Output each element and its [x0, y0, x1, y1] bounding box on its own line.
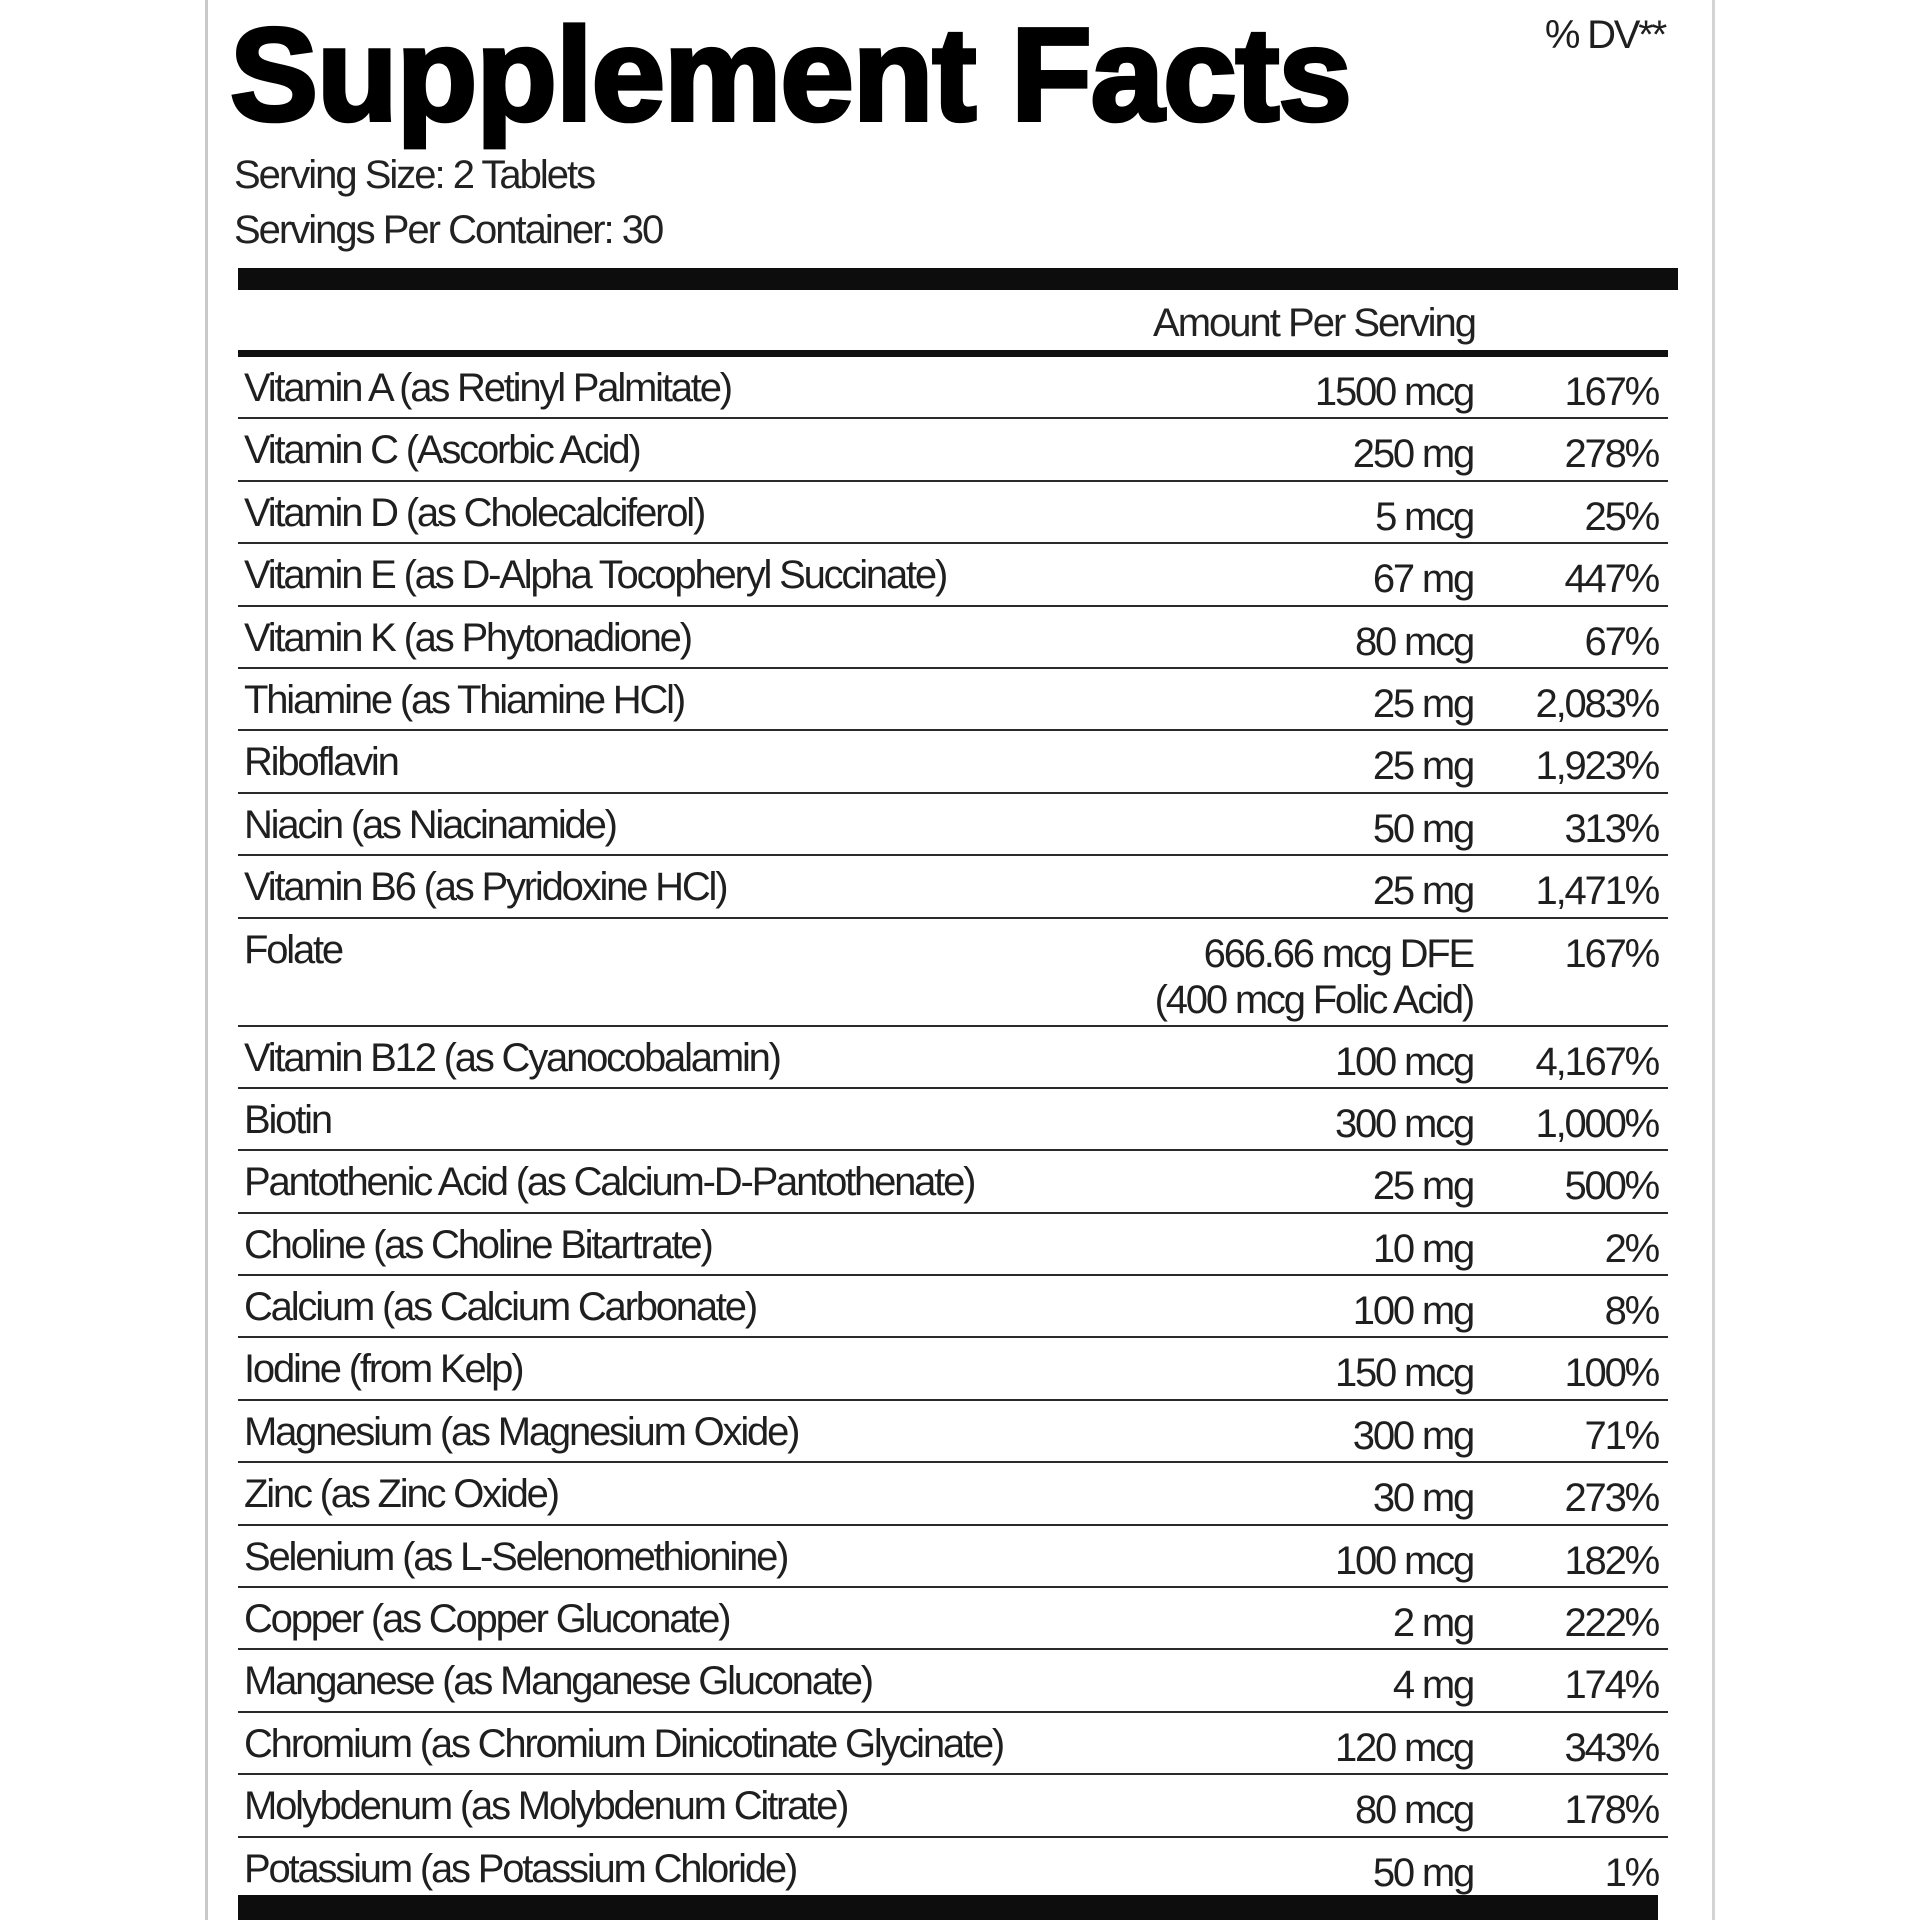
- nutrient-name: Zinc (as Zinc Oxide): [244, 1472, 558, 1517]
- table-row: [238, 1027, 1668, 1089]
- label-right-edge: [1712, 0, 1715, 1920]
- nutrient-name: Riboflavin: [244, 740, 398, 785]
- table-row: [238, 1526, 1668, 1588]
- nutrient-amount: 2 mg: [1392, 1601, 1473, 1646]
- nutrient-name: Vitamin B6 (as Pyridoxine HCl): [244, 865, 727, 910]
- nutrient-name: Vitamin B12 (as Cyanocobalamin): [244, 1035, 780, 1080]
- nutrient-name: Manganese (as Manganese Gluconate): [244, 1659, 872, 1704]
- nutrient-dv: 343%: [1564, 1725, 1658, 1770]
- nutrient-name: Vitamin K (as Phytonadione): [244, 615, 691, 660]
- table-row: [238, 544, 1668, 606]
- nutrient-amount: 100 mcg: [1334, 1039, 1473, 1084]
- table-row: [238, 856, 1668, 918]
- nutrient-dv: 167%: [1564, 931, 1658, 976]
- table-row: [238, 419, 1668, 481]
- table-row: [238, 482, 1668, 544]
- dv-column-header: % DV**: [1544, 13, 1665, 57]
- thick-divider: [238, 268, 1678, 290]
- nutrient-amount: 5 mcg: [1375, 494, 1473, 539]
- nutrient-dv: 25%: [1584, 494, 1658, 539]
- nutrient-dv: 4,167%: [1535, 1039, 1658, 1084]
- nutrient-name: Potassium (as Potassium Chloride): [244, 1846, 797, 1891]
- nutrient-dv: 100%: [1564, 1351, 1658, 1396]
- nutrient-name: Copper (as Copper Gluconate): [244, 1597, 730, 1642]
- amount-column-header: Amount Per Serving: [1153, 301, 1475, 345]
- table-row: [238, 1151, 1668, 1213]
- nutrient-dv: 273%: [1564, 1476, 1658, 1521]
- table-row: [238, 1214, 1668, 1276]
- nutrient-amount: 4 mg: [1392, 1663, 1473, 1708]
- nutrient-name: Niacin (as Niacinamide): [244, 802, 616, 847]
- nutrient-dv: 500%: [1564, 1164, 1658, 1209]
- nutrient-name: Choline (as Choline Bitartrate): [244, 1222, 712, 1267]
- table-row: [238, 919, 1668, 1027]
- nutrient-dv: 313%: [1564, 806, 1658, 851]
- nutrient-amount-folic-acid: (400 mcg Folic Acid): [1154, 977, 1473, 1022]
- nutrient-amount: 30 mg: [1372, 1476, 1473, 1521]
- table-row: [238, 1838, 1668, 1900]
- nutrient-name: Vitamin D (as Cholecalciferol): [244, 490, 705, 535]
- label-left-edge: [205, 0, 208, 1920]
- table-row: [238, 357, 1668, 419]
- nutrient-amount: 250 mg: [1352, 432, 1473, 477]
- nutrient-dv: 222%: [1564, 1601, 1658, 1646]
- table-row: [238, 1401, 1668, 1463]
- nutrient-dv: 167%: [1564, 370, 1658, 414]
- nutrient-amount: 25 mg: [1372, 744, 1473, 789]
- table-row: [238, 1089, 1668, 1151]
- nutrient-amount: 1500 mcg: [1314, 370, 1473, 414]
- table-row: [238, 1775, 1668, 1837]
- nutrient-amount: 120 mcg: [1334, 1725, 1473, 1770]
- nutrient-amount: 50 mg: [1372, 806, 1473, 851]
- nutrient-amount: 10 mg: [1372, 1226, 1473, 1271]
- nutrient-amount: 100 mg: [1352, 1289, 1473, 1334]
- nutrient-dv: 1,471%: [1535, 869, 1658, 914]
- nutrient-dv: 2,083%: [1535, 681, 1658, 726]
- serving-size: Serving Size: 2 Tablets: [234, 153, 595, 197]
- nutrient-amount: 80 mcg: [1355, 1788, 1473, 1833]
- nutrient-name: Vitamin C (Ascorbic Acid): [244, 428, 640, 473]
- table-row: [238, 1276, 1668, 1338]
- nutrient-dv: 178%: [1564, 1788, 1658, 1833]
- nutrient-amount: 100 mcg: [1334, 1538, 1473, 1583]
- nutrient-dv: 278%: [1564, 432, 1658, 477]
- nutrient-dv: 2%: [1604, 1226, 1658, 1271]
- table-row: [238, 731, 1668, 793]
- nutrient-name: Magnesium (as Magnesium Oxide): [244, 1409, 799, 1454]
- nutrient-dv: 1,923%: [1535, 744, 1658, 789]
- header-divider: [238, 350, 1668, 357]
- nutrient-dv: 1%: [1604, 1850, 1658, 1895]
- nutrient-name: Calcium (as Calcium Carbonate): [244, 1285, 756, 1330]
- nutrient-amount: 25 mg: [1372, 681, 1473, 726]
- supplement-facts-panel: [230, 0, 1685, 1920]
- servings-per-container: Servings Per Container: 30: [234, 208, 663, 252]
- nutrient-name: Folate: [244, 927, 342, 972]
- table-row: [238, 1650, 1668, 1712]
- table-row: [238, 794, 1668, 856]
- nutrient-name: Selenium (as L-Selenomethionine): [244, 1534, 788, 1579]
- table-row: [238, 1463, 1668, 1525]
- nutrient-dv: 174%: [1564, 1663, 1658, 1708]
- nutrient-dv: 447%: [1564, 557, 1658, 602]
- table-row: [238, 1338, 1668, 1400]
- nutrient-amount: [1155, 931, 1473, 1023]
- table-row: [238, 607, 1668, 669]
- bottom-divider: [238, 1895, 1658, 1920]
- nutrient-table: [238, 357, 1668, 1900]
- nutrient-dv: 71%: [1584, 1413, 1658, 1458]
- nutrient-name: Chromium (as Chromium Dinicotinate Glycinate): [244, 1721, 1004, 1766]
- nutrient-name: Molybdenum (as Molybdenum Citrate): [244, 1784, 848, 1829]
- table-row: [238, 669, 1668, 731]
- nutrient-amount-dfe: 666.66 mcg DFE: [1203, 931, 1473, 976]
- table-row: [238, 1588, 1668, 1650]
- nutrient-amount: 300 mg: [1352, 1413, 1473, 1458]
- nutrient-dv: 1,000%: [1535, 1101, 1658, 1146]
- nutrient-amount: 50 mg: [1372, 1850, 1473, 1895]
- panel-title: Supplement Facts: [230, 1, 1351, 148]
- nutrient-amount: 67 mg: [1372, 557, 1473, 602]
- nutrient-name: Biotin: [244, 1097, 331, 1142]
- nutrient-name: Pantothenic Acid (as Calcium-D-Pantothenate): [244, 1160, 975, 1205]
- nutrient-amount: 80 mcg: [1355, 619, 1473, 664]
- nutrient-amount: 25 mg: [1372, 1164, 1473, 1209]
- nutrient-dv: 67%: [1584, 619, 1658, 664]
- nutrient-name: Vitamin E (as D-Alpha Tocopheryl Succinate): [244, 553, 947, 598]
- nutrient-amount: 150 mcg: [1334, 1351, 1473, 1396]
- nutrient-dv: 182%: [1564, 1538, 1658, 1583]
- nutrient-name: Thiamine (as Thiamine HCl): [244, 677, 684, 722]
- nutrient-name: Iodine (from Kelp): [244, 1347, 523, 1392]
- nutrient-amount: 300 mcg: [1334, 1101, 1473, 1146]
- table-row: [238, 1713, 1668, 1775]
- nutrient-name: Vitamin A (as Retinyl Palmitate): [244, 366, 731, 410]
- nutrient-dv: 8%: [1604, 1289, 1658, 1334]
- nutrient-amount: 25 mg: [1372, 869, 1473, 914]
